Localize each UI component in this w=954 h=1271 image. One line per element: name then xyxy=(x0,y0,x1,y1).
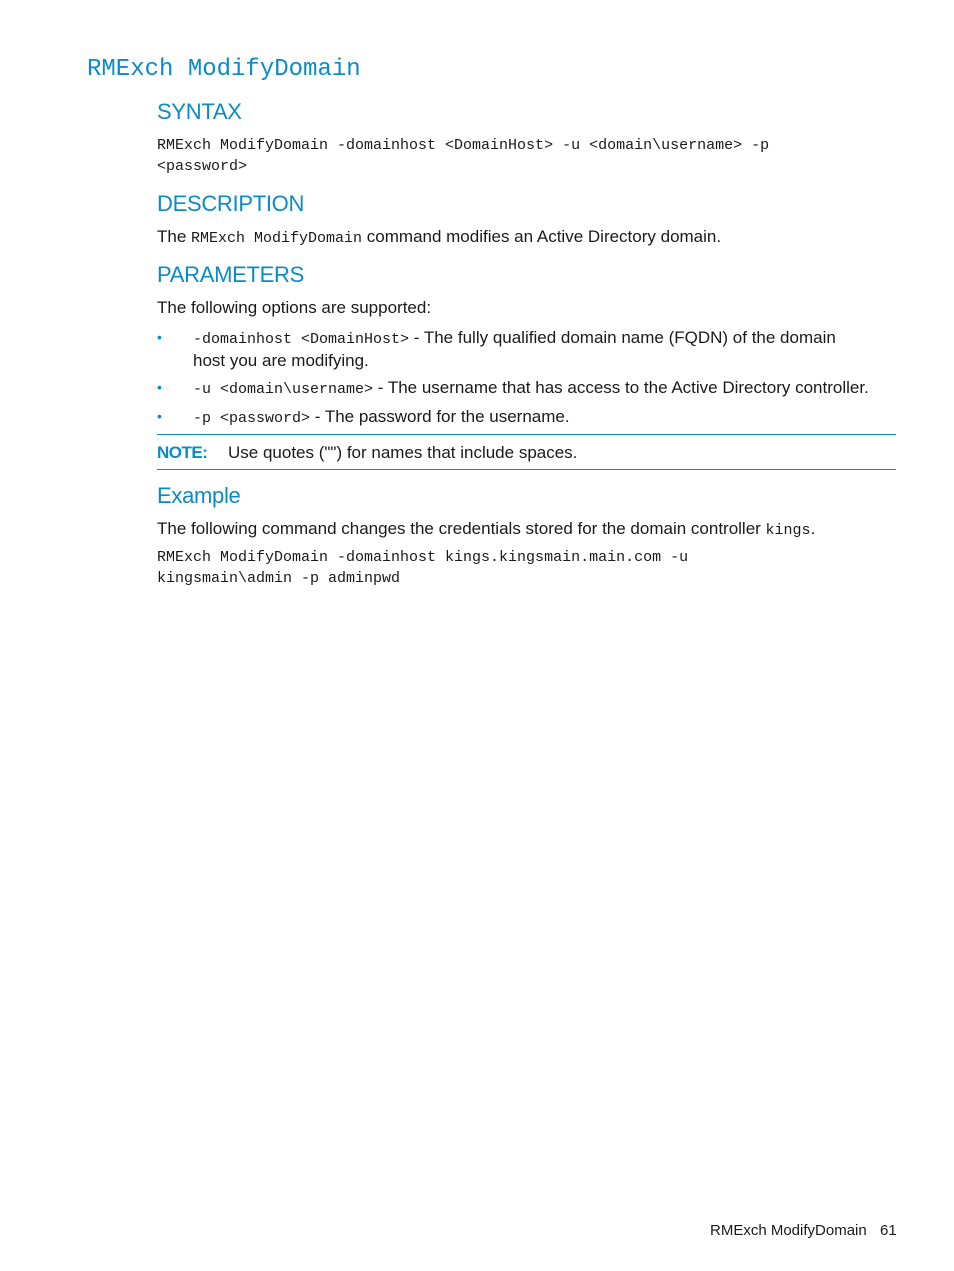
param-code: -u <domain\username> xyxy=(193,381,374,398)
syntax-code-line2: <password> xyxy=(157,158,248,175)
param-text: - The password for the username. xyxy=(310,407,570,426)
param-code: -p <password> xyxy=(193,410,311,427)
syntax-heading: SYNTAX xyxy=(157,99,242,124)
description-text-after: command modifies an Active Directory domain. xyxy=(362,227,722,246)
example-code-line2: kingsmain\admin -p adminpwd xyxy=(157,570,401,587)
parameters-intro: The following options are supported: xyxy=(157,298,432,317)
example-code-line1: RMExch ModifyDomain -domainhost kings.kingsmain.main.com -u xyxy=(157,549,689,566)
description-heading: DESCRIPTION xyxy=(157,191,305,216)
description-paragraph xyxy=(157,226,721,249)
param-code: -domainhost <DomainHost> xyxy=(193,331,410,348)
example-code: kings xyxy=(765,522,811,539)
description-text-before: The xyxy=(157,227,192,246)
param-text: - The username that has access to the Active Directory controller. xyxy=(373,378,869,397)
param-text-continued: host you are modifying. xyxy=(193,351,369,370)
bullet-icon: • xyxy=(157,379,162,395)
footer-section: RMExch ModifyDomain xyxy=(710,1222,867,1239)
note-label: NOTE: xyxy=(157,443,208,462)
bullet-icon: • xyxy=(157,408,162,424)
page-title: RMExch ModifyDomain xyxy=(87,56,361,83)
example-text-before: The following command changes the credentials stored for the domain controller xyxy=(157,519,766,538)
note-text: Use quotes ("") for names that include spaces. xyxy=(228,443,578,462)
syntax-code-line1: RMExch ModifyDomain -domainhost <DomainHost> -u <domain\username> -p xyxy=(157,137,770,154)
example-paragraph xyxy=(157,518,815,541)
parameters-heading: PARAMETERS xyxy=(157,262,304,287)
page-number: 61 xyxy=(880,1222,897,1239)
note-box xyxy=(157,434,896,470)
param-text: - The fully qualified domain name (FQDN) of the domain xyxy=(409,328,836,347)
bullet-icon: • xyxy=(157,329,162,345)
example-heading: Example xyxy=(157,483,241,508)
description-code: RMExch ModifyDomain xyxy=(191,230,363,247)
example-text-after: . xyxy=(810,519,816,538)
